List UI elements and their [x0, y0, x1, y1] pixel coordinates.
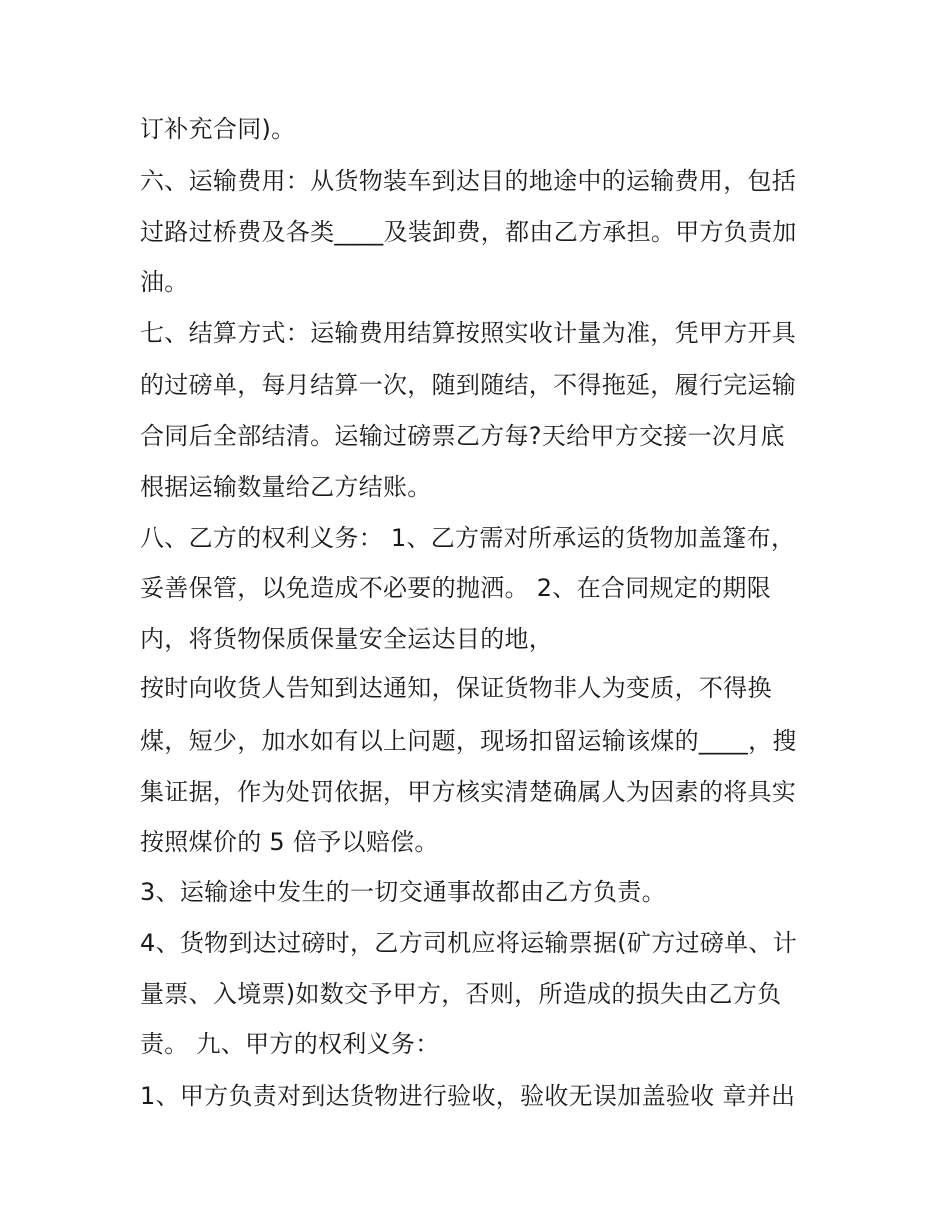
- text-line-15: 按照煤价的 5 倍予以赔偿。: [140, 828, 439, 856]
- text-line-13: 煤，短少，加水如有以上问题，现场扣留运输该煤的____，搜: [140, 727, 797, 755]
- text-line-17: 4、货物到达过磅时，乙方司机应将运输票据(矿方过磅单、计: [140, 929, 798, 957]
- text-line-19: 责。 九、甲方的权利义务：: [140, 1030, 440, 1058]
- text-line-8: 根据运输数量给乙方结账。: [140, 473, 432, 501]
- text-line-6: 的过磅单，每月结算一次，随到随结，不得拖延，履行完运输: [140, 371, 797, 399]
- text-line-14: 集证据，作为处罚依据，甲方核实清楚确属人为因素的将具实: [140, 778, 797, 806]
- text-line-1: 订补充合同)。: [140, 115, 296, 143]
- text-line-11: 内，将货物保质保量安全运达目的地，: [140, 625, 554, 653]
- text-line-16: 3、运输途中发生的一切交通事故都由乙方负责。: [140, 878, 666, 906]
- text-line-10: 妥善保管，以免造成不必要的抛洒。 2、在合同规定的期限: [140, 574, 771, 602]
- text-line-2: 六、运输费用：从货物装车到达目的地途中的运输费用，包括: [140, 167, 797, 195]
- text-line-20: 1、甲方负责对到达货物进行验收，验收无误加盖验收 章并出: [140, 1082, 796, 1110]
- text-line-4: 油。: [140, 268, 189, 296]
- text-line-3: 过路过桥费及各类____及装卸费，都由乙方承担。甲方负责加: [140, 218, 797, 246]
- text-line-9: 八、乙方的权利义务： 1、乙方需对所承运的货物加盖篷布，: [140, 524, 796, 552]
- text-line-5: 七、结算方式：运输费用结算按照实收计量为准，凭甲方开具: [140, 319, 797, 347]
- text-line-12: 按时向收货人告知到达通知，保证货物非人为变质，不得换: [140, 674, 772, 702]
- text-line-18: 量票、入境票)如数交予甲方，否则，所造成的损失由乙方负: [140, 980, 782, 1008]
- text-line-7: 合同后全部结清。运输过磅票乙方每?天给甲方交接一次月底: [140, 422, 785, 450]
